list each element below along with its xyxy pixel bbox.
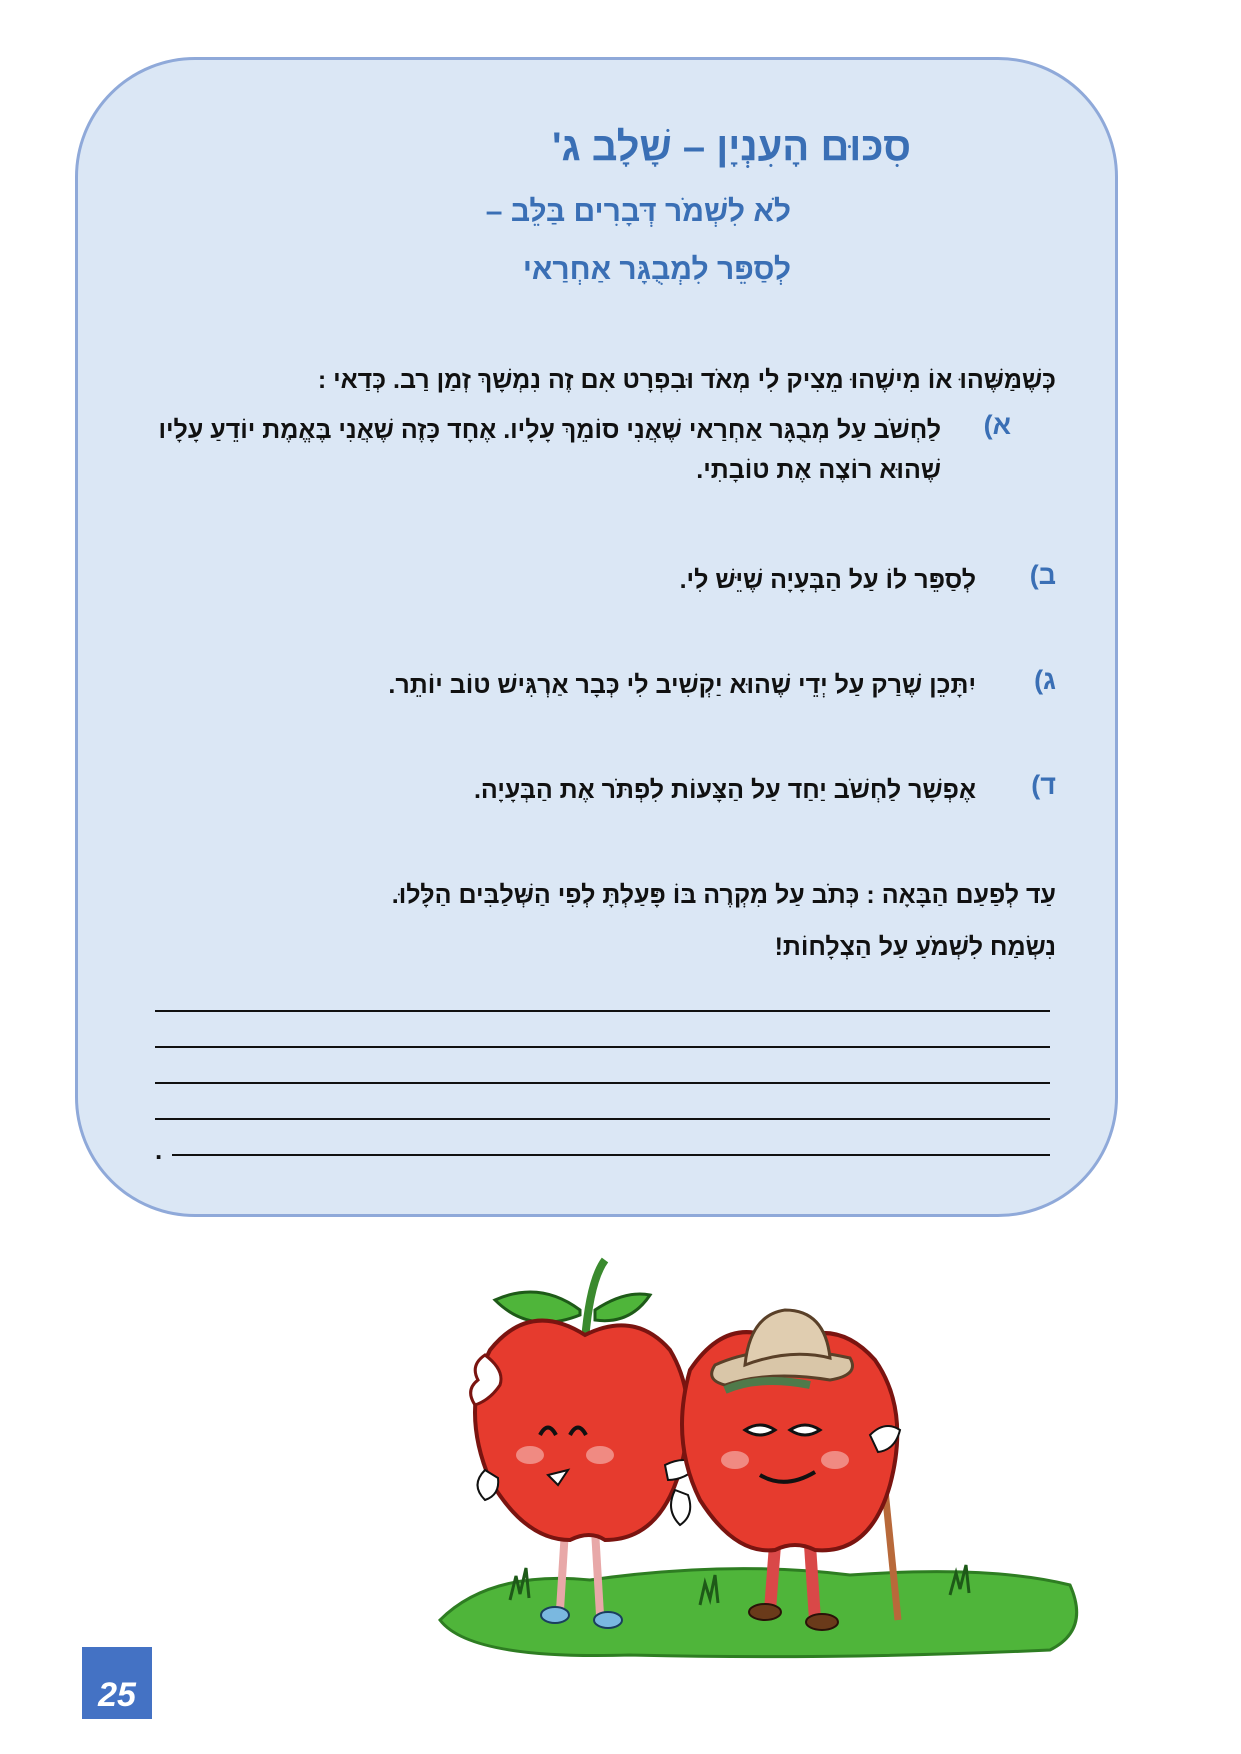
writing-line-4[interactable] [155, 1118, 1050, 1120]
right-apple-cheek-left [721, 1451, 749, 1469]
left-apple-shoe-left [541, 1607, 569, 1623]
homework-line: עַד לְפַעַם הַבָּאָה : כְּתֹב עַל מִקְרֶה בּוֹ פָּעַלְתָּ לְפִי הַשְּׁלַבִּים הַלָּלוּ. [391, 881, 1056, 909]
item-letter-b: ב) [1029, 560, 1056, 590]
end-period: . [155, 1135, 163, 1165]
item-text-b: לְסַפֵּר לוֹ עַל הַבְּעָיָה שֶׁיֵּשׁ לִי. [679, 566, 976, 594]
subtitle-line-2: לְסַפֵּר לִמְבֻגָּר אַחְרַאי [522, 253, 791, 286]
writing-line-5[interactable] [172, 1154, 1050, 1156]
left-apple-leg-left [560, 1530, 565, 1610]
left-apple-shoe-right [594, 1612, 622, 1628]
item-text-c: יִתָּכֵן שֶׁרַק עַל יְדֵי שֶׁהוּא יַקְשִׁיב לִי כְּבָר אַרְגִּישׁ טוֹב יוֹתֵר. [388, 671, 976, 699]
apples-illustration [430, 1240, 1090, 1670]
closing-line: נִשְׂמַח לִשְׁמֹעַ עַל הַצְלָחוֹת! [774, 933, 1056, 961]
intro-paragraph: כְּשֶׁמַּשֶּׁהוּ אוֹ מִישֶׁהוּ מֵצִיק לִי מְאֹד וּבִפְרָט אִם זֶה נִמְשָׁךְ זְמַן רַב. כְּדַאי : [317, 366, 1056, 394]
item-letter-c: ג) [1034, 665, 1056, 695]
right-apple-leg-right [810, 1545, 815, 1620]
right-apple-cheek-right [821, 1451, 849, 1469]
left-apple-leaf-2 [595, 1294, 650, 1321]
right-apple-shoe-right [806, 1614, 838, 1630]
left-apple-cheek-left [516, 1446, 544, 1464]
writing-line-1[interactable] [155, 1010, 1050, 1012]
right-apple-shoe-left [749, 1604, 781, 1620]
page-number: 25 [98, 1676, 136, 1714]
left-apple-leaf [495, 1292, 580, 1322]
item-text-a: לַחְשֹׁב עַל מְבֻגָּר אַחְרַאי שֶׁאֲנִי סוֹמֵךְ עָלָיו. אֶחָד כָּזֶה שֶׁאֲנִי בֶּאֱמֶת יוֹדֵעַ עָלָיו שֶׁהוּא רוֹצֶה אֶת טוֹבָתִי. [158, 416, 941, 484]
item-text-d: אֶפְשָׁר לַחְשֹׁב יַחַד עַל הַצָּעוֹת לִפְתֹּר אֶת הַבְּעָיָה. [473, 776, 976, 804]
content-card [75, 57, 1118, 1217]
writing-line-2[interactable] [155, 1046, 1050, 1048]
subtitle-line-1: לֹא לִשְׁמֹר דְּבָרִים בַּלֵּב – [485, 195, 791, 228]
right-apple-leg-left [770, 1545, 775, 1610]
item-letter-d: ד) [1031, 770, 1056, 800]
page-title: סִכּוּם הָעִנְיָן – שָׁלָב ג' [552, 125, 911, 169]
left-apple-cheek-right [586, 1446, 614, 1464]
page-number-box [82, 1647, 152, 1719]
item-letter-a: א) [983, 410, 1011, 440]
left-apple-leg-right [595, 1530, 600, 1615]
right-apple-eye-left [745, 1425, 775, 1435]
right-apple-eye-right [790, 1425, 820, 1435]
right-apple-hand-left [671, 1490, 690, 1525]
writing-line-3[interactable] [155, 1082, 1050, 1084]
